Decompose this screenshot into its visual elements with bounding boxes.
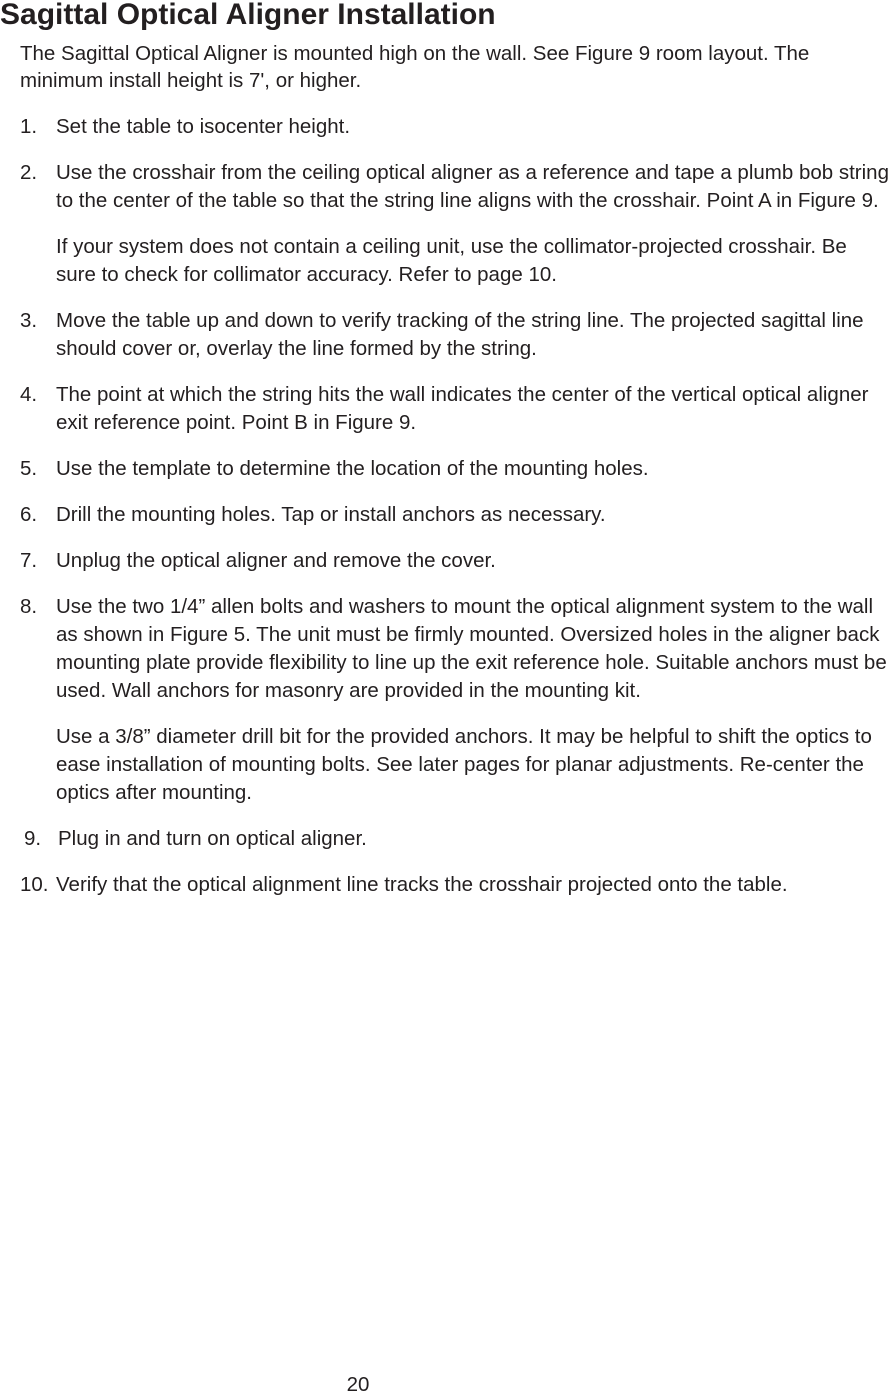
step-1 (0, 113, 890, 141)
intro-paragraph: The Sagittal Optical Aligner is mounted high on the wall. See Figure 9 room layout. The minimum install height is 7', or higher. (20, 42, 810, 92)
step-number: 7. (20, 549, 38, 572)
step-text: Drill the mounting holes. Tap or install anchors as necessary. (56, 503, 606, 526)
step-text: Use the template to determine the location of the mounting holes. (56, 457, 649, 480)
step-number: 3. (20, 309, 38, 332)
step-text: Verify that the optical alignment line tracks the crosshair projected onto the table. (56, 873, 788, 896)
step-6 (0, 501, 890, 529)
step-5 (0, 455, 890, 483)
step-note: If your system does not contain a ceiling unit, use the collimator-projected crosshair. Be sure to check for collimator accuracy. Refer to page 10. (56, 235, 847, 286)
page-title: Sagittal Optical Aligner Installation (0, 0, 496, 31)
step-text: Move the table up and down to verify tracking of the string line. The projected sagittal line should cover or, overlay the line formed by the string. (56, 309, 864, 360)
step-number: 8. (20, 595, 38, 618)
step-number: 1. (20, 115, 38, 138)
step-7 (0, 547, 890, 575)
step-number: 10. (20, 873, 49, 896)
step-text: Unplug the optical aligner and remove the cover. (56, 549, 496, 572)
step-9 (0, 825, 890, 853)
step-4 (0, 381, 890, 437)
step-text: The point at which the string hits the wall indicates the center of the vertical optical aligner exit reference point. Point B in Figure 9. (56, 383, 869, 434)
step-number: 6. (20, 503, 38, 526)
step-number: 9. (24, 827, 42, 850)
step-note: Use a 3/8” diameter drill bit for the provided anchors. It may be helpful to shift the optics to ease installation of mounting bolts. See later pages for planar adjustments. Re-center the optics after mounting. (56, 725, 872, 804)
step-text: Set the table to isocenter height. (56, 115, 351, 138)
step-2 (0, 159, 890, 289)
installation-steps-list (0, 113, 890, 917)
step-text: Use the two 1/4” allen bolts and washers to mount the optical alignment system to the wall as shown in Figure 5. The unit must be firmly mounted. Oversized holes in the aligner back mounting plate provide flexibility to line up the exit reference hole. Suitable anchors must be used. Wall anchors for masonry are provided in the mounting kit. (56, 595, 887, 702)
step-3 (0, 307, 890, 363)
step-number: 2. (20, 161, 38, 184)
step-text: Use the crosshair from the ceiling optical aligner as a reference and tape a plumb bob string to the center of the table so that the string line aligns with the crosshair. Point A in Figure 9. (56, 161, 889, 212)
step-number: 5. (20, 457, 38, 480)
step-number: 4. (20, 383, 38, 406)
step-10 (0, 871, 890, 899)
page-number: 20 (346, 1373, 370, 1396)
step-8 (0, 593, 890, 807)
step-text: Plug in and turn on optical aligner. (58, 827, 367, 850)
